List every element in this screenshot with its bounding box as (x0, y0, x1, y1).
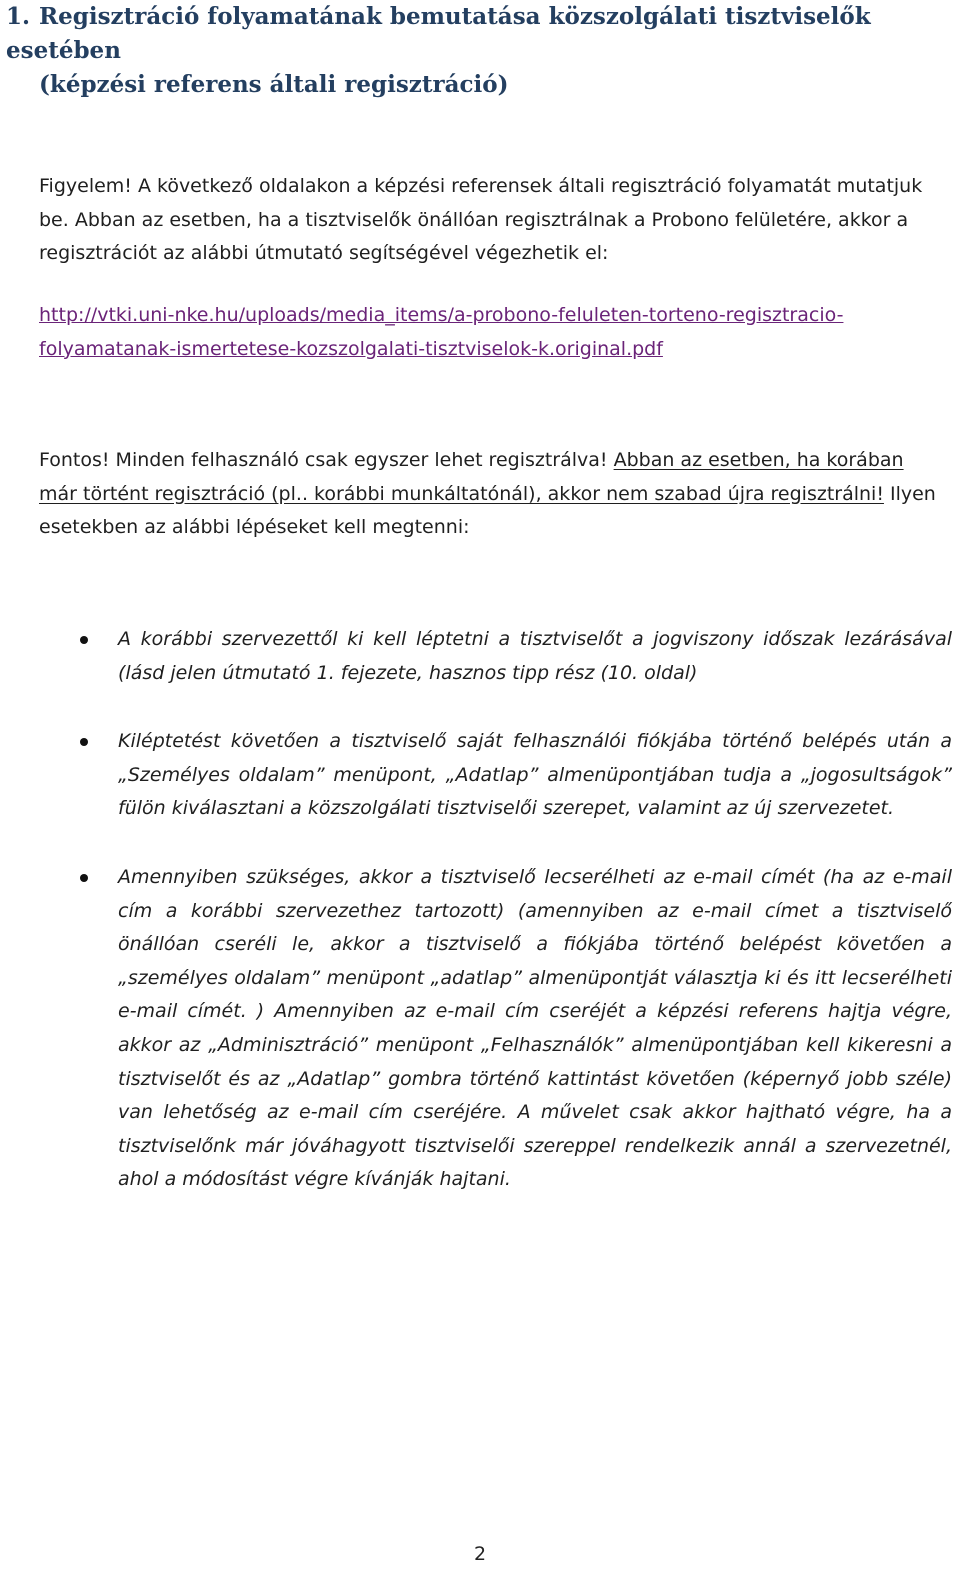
important-intro: Fontos! Minden felhasználó csak egyszer lehet regisztrálva! (39, 449, 614, 471)
guide-link[interactable] (39, 299, 939, 366)
page-number: 2 (473, 1543, 487, 1565)
bullet-dot-icon (80, 636, 88, 644)
list-item: Amennyiben szükséges, akkor a tisztviselő lecserélheti az e-mail címét (ha az e-mail cím a korábbi szervezethez tartozott) (amennyiben az e-mail címet a tisztviselő önállóan cseréli le, akkor a tisztviselő a fiókjába történő belépést követően a „személyes oldalam” menüpont „adatlap” almenüpontját választja ki és itt lecserélheti e-mail címét. ) Amennyiben az e-mail cím cseréjét a képzési referens hajtja végre, akkor az „Adminisztráció” menüpont „Felhasználók” almenüpontjában kell kikeresni a tisztviselőt és az „Adatlap” gombra történő kattintást követően (képernyő jobb széle) van lehetőség az e-mail cím cseréjére. A művelet csak akkor hajtható végre, ha a tisztviselőnk már jóváhagyott tisztviselői szereppel rendelkezik annál a szervezetnél, ahol a módosítást végre kívánják hajtani. (118, 866, 952, 1191)
heading-title-line-1: Regisztráció folyamatának bemutatása közszolgálati tisztviselők esetében (6, 3, 871, 64)
notice-paragraph: Figyelem! A következő oldalakon a képzési referensek általi regisztráció folyamatát mutatjuk be. Abban az esetben, ha a tisztviselők önállóan regisztrálnak a Probono felületére, akkor a regisztrációt az alábbi útmutató segítségével végezhetik el: (39, 175, 923, 264)
list-item: Kiléptetést követően a tisztviselő saját felhasználói fiókjába történő belépés után a „Személyes oldalam” menüpont, „Adatlap” almenüpontjában tudja a „jogosultságok” fülön kiválasztani a közszolgálati tisztviselői szerepet, valamint az új szervezetet. (118, 730, 952, 820)
important-outro: Ilyen esetekben az alábbi lépéseket kell megtenni: (39, 482, 936, 538)
important-paragraph (39, 444, 939, 545)
heading-title-line-2: (képzési referens általi regisztráció) (39, 71, 509, 98)
important-warning-underlined: Abban az esetben, ha korában már történt regisztráció (pl.. korábbi munkáltatónál), akkor nem szabad újra regisztrálni! (39, 449, 904, 505)
guide-link-line-1[interactable]: http://vtki.uni-nke.hu/uploads/media_items/a-probono-feluleten-torteno-regisztracio- (39, 304, 844, 326)
guide-link-line-2[interactable]: folyamatanak-ismertetese-kozszolgalati-tisztviselok-k.original.pdf (39, 337, 663, 360)
bullet-dot-icon (80, 738, 88, 746)
heading-number: 1. (6, 3, 31, 30)
bullet-dot-icon (80, 874, 88, 882)
list-item: A korábbi szervezettől ki kell léptetni a tisztviselőt a jogviszony időszak lezárásával (lásd jelen útmutató 1. fejezete, hasznos tipp rész (10. oldal) (118, 628, 952, 684)
heading-line-1 (6, 3, 871, 64)
section-heading (6, 0, 946, 102)
